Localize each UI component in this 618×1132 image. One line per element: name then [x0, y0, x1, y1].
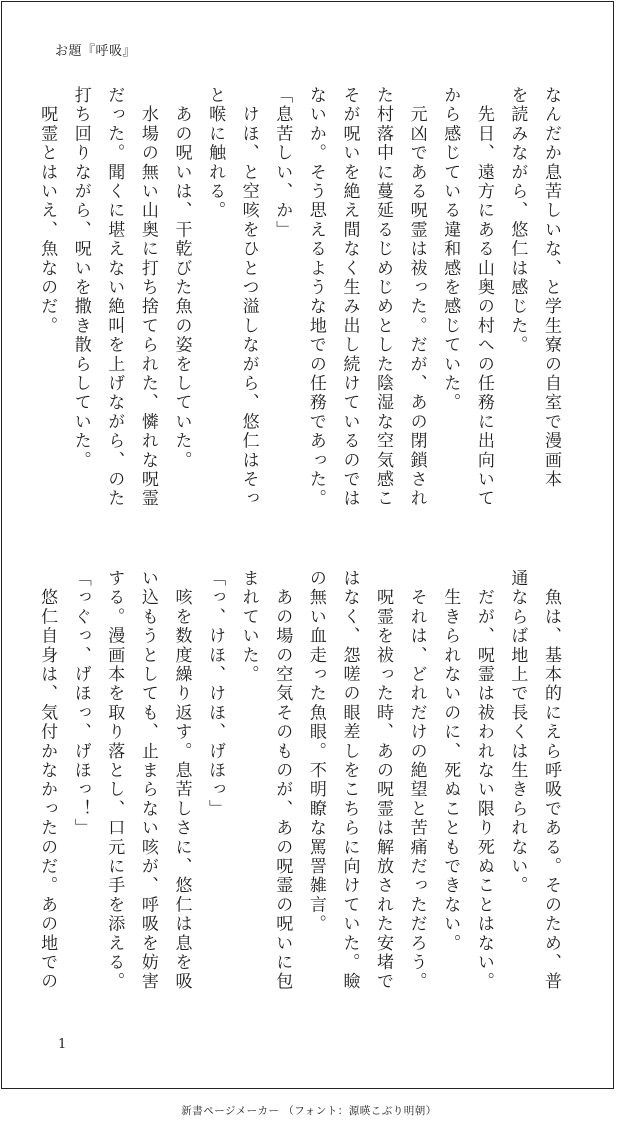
text-block-bottom: 魚は、基本的にえら呼吸である。そのため、普 通ならば地上で長くは生きられない。 だが、呪霊は祓われない限り死ぬことはない。 生きられないのに、死ぬこともできない。 それは、どれだけの絶望と苦痛だっただろう。 呪霊を祓った時、あの呪霊は解放された安堵で はなく、怨嗟の眼差しをこちらに向けていた。瞼 の無い血走った魚眼。不明瞭な罵詈雑言。 あの場の空気そのものが、あの呪霊の呪いに包 まれていた。 「っ、けほ、けほ、げほっ」 咳を数度繰り返す。息苦しさに、悠仁は息を吸 い込もうとしても、止まらない咳が、呼吸を妨害 する。漫画本を取り落とし、口元に手を添える。 「っぐっ、げほっ、げほっ！」 悠仁自身は、気付かなかったのだ。あの地での — [37, 569, 561, 992]
manuscript-page — [1, 1, 614, 1089]
page-number: 1 — [58, 1037, 67, 1052]
text-block-top: なんだか息苦しいな、と学生寮の自室で漫画本 を読みながら、悠仁は感じた。 先日、遠方にある山奥の村への任務に出向いて から感じている違和感を感じていた。 元凶である呪霊は祓った。だが、あの閉鎖され た村落中に蔓延るじめじめとした陰湿な空気感こ そが呪いを絶え間なく生み出し続けているのでは ないか。そう思えるような地での任務であった。 「息苦しい、か」 けほ、と空咳をひとつ溢しながら、悠仁はそっ と喉に触れる。 あの呪いは、干乾びた魚の姿をしていた。 水場の無い山奥に打ち捨てられた、憐れな呪霊 だった。聞くに堪えない絶叫を上げながら、のた 打ち回りながら、呪いを撒き散らしていた。 呪霊とはいえ、魚なのだ。 — [37, 86, 561, 509]
page-title: お題『呼吸』 — [55, 44, 137, 59]
footer-credit: 新書ページメーカー （フォント：源暎こぶり明朝） — [181, 1105, 437, 1117]
